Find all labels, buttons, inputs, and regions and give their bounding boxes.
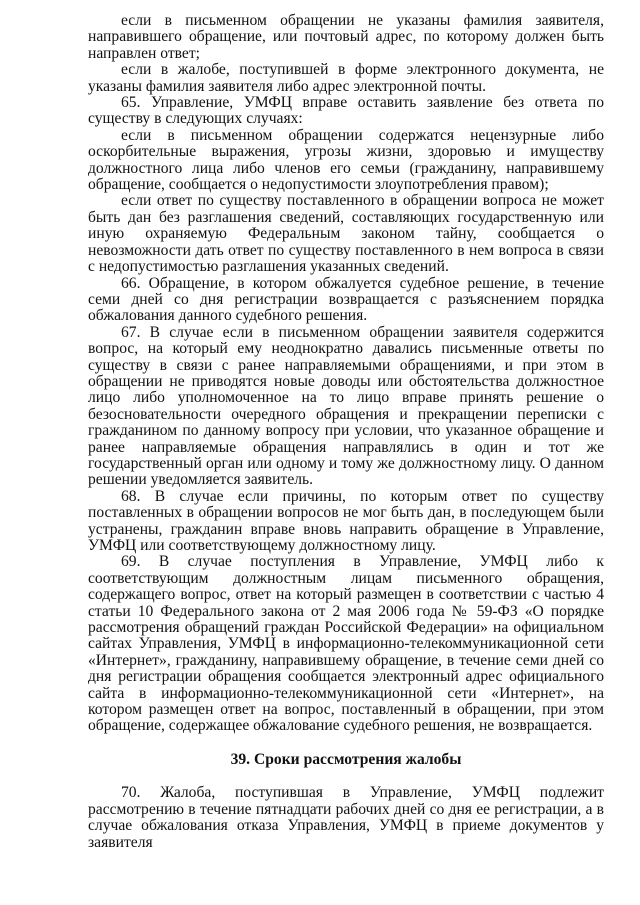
section-heading: 39. Сроки рассмотрения жалобы (230, 750, 462, 768)
document-page (88, 13, 604, 851)
paragraph-65: 65. Управление, УМФЦ вправе оставить заявление без ответа по существу в следующих случаях: (88, 94, 604, 128)
paragraph-67: 67. В случае если в письменном обращении заявителя содержится вопрос, на который ему неоднократно давались письменные ответы по существу в связи с ранее направляемыми обращениями, и при этом в обращении не приводятся новые доводы или обстоятельства должностное лицо либо уполномоченное на то лицо вправе принять решение о безосновательности очередного обращения и прекращении переписки с гражданином по данному вопросу при условии, что указанное обращение и ранее направляемые обращения направлялись в один и тот же государственный орган или одному и тому же должностному лицу. О данном решении уведомляется заявитель. (88, 323, 604, 489)
paragraph-68: 68. В случае если причины, по которым ответ по существу поставленных в обращении вопросов не мог быть дан, в последующем были устранены, гражданин вправе вновь направить обращение в Управление, УМФЦ или соответствующему должностному лицу. (88, 487, 604, 554)
paragraph-state-secret: если ответ по существу поставленного в обращении вопроса не может быть дан без разглашения сведений, составляющих государственную или иную охраняемую Федеральным законом тайну, сообщается о невозможности дать ответ по существу поставленного в нем вопроса в связи с недопустимостью разглашения указанных сведений. (88, 192, 604, 276)
paragraph-69: 69. В случае поступления в Управление, УМФЦ либо к соответствующим должностным лицам письменного обращения, содержащего вопрос, ответ на который размещен в соответствии с частью 4 статьи 10 Федерального закона от 2 мая 2006 года № 59-ФЗ «О порядке рассмотрения обращений граждан Российской Федерации» на официальном сайтах Управления, УМФЦ в информационно-телекоммуникационной сети «Интернет», гражданину, направившему обращение, в течение семи дней со дня регистрации обращения сообщается электронный адрес официального сайта в информационно-телекоммуникационной сети «Интернет», на котором размещен ответ на вопрос, поставленный в обращении, при этом обращение, содержащее обжалование судебного решения, не возвращается. (88, 553, 604, 735)
paragraph-missing-surname-address: если в письменном обращении не указаны фамилия заявителя, направившего обращение, или почтовый адрес, по которому должен быть направлен ответ; (88, 12, 604, 62)
paragraph-obscene-content: если в письменном обращении содержатся нецензурные либо оскорбительные выражения, угрозы жизни, здоровью и имуществу должностного лица либо членов его семьи (гражданину, направившему обращение, сообщается о недопустимости злоупотребления правом); (88, 126, 604, 194)
paragraph-70: 70. Жалоба, поступившая в Управление, УМФЦ подлежит рассмотрению в течение пятнадцати рабочих дней со дня ее регистрации, а в случае обжалования отказа Управления, УМФЦ в приеме документов у заявителя (88, 784, 604, 851)
paragraph-66: 66. Обращение, в котором обжалуется судебное решение, в течение семи дней со дня регистрации возвращается с разъяснением порядка обжалования данного судебного решения. (88, 274, 604, 325)
paragraph-missing-email: если в жалобе, поступившей в форме электронного документа, не указаны фамилия заявителя либо адрес электронной почты. (88, 61, 604, 95)
